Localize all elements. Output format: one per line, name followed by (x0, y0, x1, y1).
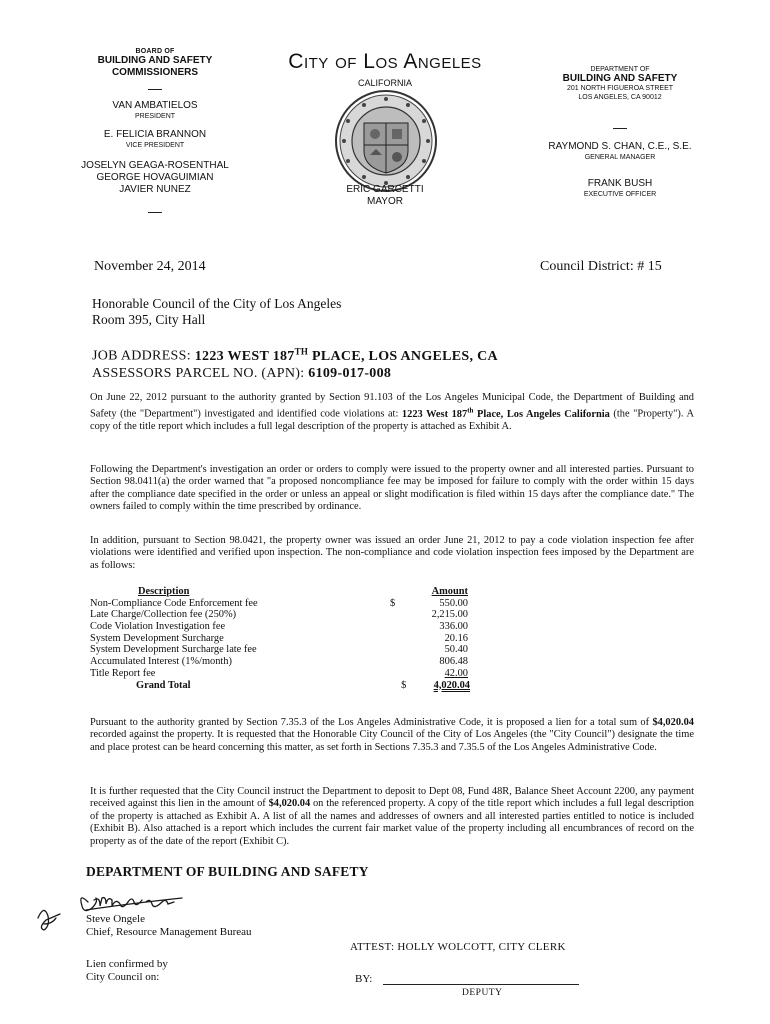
lien-confirmation (86, 958, 168, 984)
fee-row (90, 609, 470, 621)
fee-row (90, 633, 470, 645)
mayor-role: MAYOR (367, 196, 403, 207)
attest-line: ATTEST: HOLLY WOLCOTT, CITY CLERK (350, 941, 566, 953)
state-name: CALIFORNIA (357, 78, 412, 88)
general-manager-name: RAYMOND S. CHAN, C.E., S.E. (548, 141, 692, 152)
apn-line (92, 365, 498, 382)
letter-date: November 24, 2014 (94, 259, 206, 274)
addressee-line: Room 395, City Hall (92, 312, 206, 327)
city-seal-icon (334, 89, 438, 193)
signer-name: Steve Ongele (86, 913, 145, 925)
by-label: BY: (355, 973, 373, 985)
fee-amount: 336.00 (439, 621, 468, 633)
department-label: DEPARTMENT OF (590, 66, 650, 73)
department-city: LOS ANGELES, CA 90012 (578, 94, 662, 101)
president-role: PRESIDENT (134, 113, 176, 120)
fee-description: Accumulated Interest (1%/month) (90, 656, 232, 668)
paragraph-lien-proposal (90, 717, 694, 754)
fee-description: System Development Surcharge late fee (90, 644, 257, 656)
signer-title: Chief, Resource Management Bureau (86, 926, 252, 938)
paragraph-text: on the referenced property. A copy of the title report which includes a full legal description of the property is attached as Exhibit A. A list of all the names and addresses of owners and all interested parties entitled to notice is included (Exhibit B). Also attached is a report which includes the current fair market value of the property including all encumbrances of record on the property as of the date of the report (Exhibit C). (90, 798, 694, 847)
currency-symbol (390, 656, 404, 668)
job-address-block (92, 343, 498, 382)
grand-total-label: Grand Total (136, 679, 191, 691)
fee-row (90, 621, 470, 633)
fee-table-header (90, 586, 470, 598)
paragraph-text: It is further requested that the City Council instruct the Department to deposit to Dept 08, Fund 48R, Balance Sheet Account 2200, any payment received against this lien in the amount of (90, 786, 694, 810)
fee-row (90, 644, 470, 656)
executive-officer-role: EXECUTIVE OFFICER (583, 191, 657, 198)
fee-description: Late Charge/Collection fee (250%) (90, 609, 237, 621)
board-of-commissioners-block (70, 48, 240, 223)
commissioner-name: JAVIER NUNEZ (119, 184, 191, 195)
job-address-rest: PLACE, LOS ANGELES, CA (308, 348, 498, 364)
president-name: VAN AMBATIELOS (112, 100, 198, 111)
addressee-line: Honorable Council of the City of Los Angeles (92, 296, 342, 311)
fee-description: Title Report fee (90, 667, 156, 679)
mayor-name: ERIC GARCETTI (346, 184, 424, 195)
fee-row (90, 656, 470, 668)
currency-symbol (390, 609, 404, 621)
fee-amount: 806.48 (439, 656, 468, 668)
divider (148, 89, 162, 90)
fee-amount: 20.16 (444, 632, 468, 644)
paragraph-violations (90, 392, 694, 434)
signer-block (86, 913, 252, 939)
fee-amount: 2,215.00 (431, 609, 468, 621)
city-name: City of Los Angeles (288, 50, 482, 73)
addressee (92, 296, 341, 328)
signature-line (383, 984, 579, 985)
deputy-label: DEPUTY (462, 988, 503, 998)
signature-department: DEPARTMENT OF BUILDING AND SAFETY (86, 864, 369, 879)
city-header (270, 52, 500, 88)
apn-number: 6109-017-008 (308, 365, 392, 381)
paragraph-fees-intro: In addition, pursuant to Section 98.0421, the property owner was issued an order June 21, 2012 to pay a code violation inspection fee after violations were identified and verified upon inspection. The non-compliance and code violation inspection fees imposed by the Department are as follows: (90, 535, 694, 571)
paragraph-text: (the "Property"). A copy of the title report which includes a full legal description of the property is attached as Exhibit A. (90, 408, 694, 433)
department-title: BUILDING AND SAFETY (562, 73, 678, 84)
lien-confirmation-line: Lien confirmed by (86, 958, 168, 970)
paragraph-text: Pursuant to the authority granted by Section 7.35.3 of the Los Angeles Administrative Code, it is proposed a lien for a total sum of (90, 717, 653, 728)
lien-confirmation-line: City Council on: (86, 971, 160, 983)
lien-amount: $4,020.04 (268, 798, 311, 810)
executive-officer-name: FRANK BUSH (587, 178, 653, 189)
council-district: Council District: # 15 (540, 259, 662, 274)
department-street: 201 NORTH FIGUEROA STREET (566, 85, 674, 92)
general-manager-role: GENERAL MANAGER (584, 154, 656, 161)
currency-symbol (390, 633, 404, 645)
fee-table (90, 586, 470, 691)
lien-amount: $4,020.04 (652, 717, 694, 728)
grand-total-row (90, 680, 470, 692)
currency-symbol (390, 644, 404, 656)
department-block (540, 66, 700, 199)
job-address-suffix: TH (294, 346, 309, 356)
fee-description: System Development Surcharge (90, 632, 224, 644)
property-address-rest: Place, Los Angeles California (473, 408, 610, 420)
apn-label: ASSESSORS PARCEL NO. (APN): (92, 365, 305, 381)
fee-row (90, 598, 470, 610)
paragraph-text: recorded against the property. It is requested that the Honorable City Council of the City of Los Angeles (the "City Council") designate the time and place protest can be heard concerning this matter, as set forth in Sections 7.35.3 and 7.35.5 of the Los Angeles Administrative Code. (90, 729, 694, 753)
currency-symbol: $ (390, 597, 396, 609)
job-address: 1223 WEST 187 (194, 348, 295, 364)
amount-header: Amount (431, 586, 468, 597)
fee-amount: 50.40 (444, 644, 468, 656)
divider (613, 128, 627, 129)
paragraph-text: On June 22, 2012 pursuant to the authority granted by Section 91.103 of the Los Angeles Municipal Code, the Department of Building and Safety (the "Department") investigated and identified code violations at: (90, 392, 694, 420)
currency-symbol (390, 621, 404, 633)
paragraph-orders: Following the Department's investigation an order or orders to comply were issued to the property owner and all interested parties. Pursuant to Section 98.0411(a) the order warned that "a proposed noncompliance fee may be imposed for failure to comply with the order within 15 days after the compliance date specified in the order or unless an appeal or slight modification is filed within 15 days after the compliance date." The owners failed to comply within the time prescribed by ordinance. (90, 464, 694, 513)
commissioner-name: GEORGE HOVAGUIMIAN (96, 172, 214, 183)
job-address-line (92, 343, 498, 365)
paragraph-deposit-request (90, 786, 694, 848)
divider (148, 212, 162, 213)
fee-description: Code Violation Investigation fee (90, 621, 226, 633)
board-title: BUILDING AND SAFETY COMMISSIONERS (97, 55, 213, 78)
commissioner-name: JOSELYN GEAGA-ROSENTHAL (81, 160, 229, 171)
fee-rows (90, 598, 470, 680)
description-header: Description (138, 586, 190, 597)
vice-president-name: E. FELICIA BRANNON (103, 129, 207, 140)
mayor-block (318, 184, 452, 208)
fee-description: Non-Compliance Code Enforcement fee (90, 597, 258, 609)
fee-row (90, 668, 470, 680)
job-address-label: JOB ADDRESS: (92, 348, 191, 364)
board-label: BOARD OF (135, 48, 175, 55)
property-address-suffix: th (467, 406, 474, 415)
property-address: 1223 West 187 (401, 408, 468, 420)
grand-total-amount: 4,020.04 (433, 679, 470, 691)
fee-amount: 42.00 (444, 667, 468, 679)
fee-amount: 550.00 (439, 597, 468, 609)
vice-president-role: VICE PRESIDENT (125, 142, 185, 149)
currency-symbol: $ (401, 679, 407, 691)
currency-symbol (390, 668, 404, 680)
